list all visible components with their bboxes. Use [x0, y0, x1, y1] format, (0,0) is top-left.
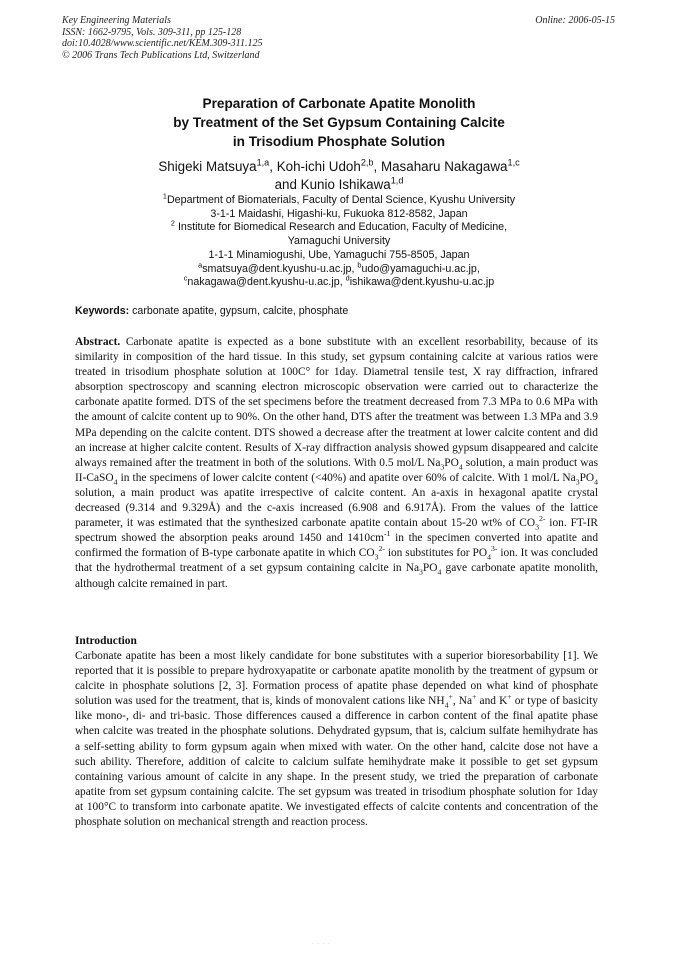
- email-a[interactable]: smatsuya@dent.kyushu-u.ac.jp: [202, 262, 352, 275]
- author-4: Kunio Ishikawa: [300, 177, 391, 192]
- doi-line: doi:10.4028/www.scientific.net/KEM.309-311.125: [62, 38, 263, 49]
- author-4-affil: 1,d: [390, 175, 404, 186]
- title-line-1: Preparation of Carbonate Apatite Monolith: [202, 96, 476, 111]
- online-date: Online: 2006-05-15: [535, 15, 615, 26]
- keywords-label: Keywords:: [75, 305, 130, 317]
- email-b[interactable]: udo@yamaguchi-u.ac.jp: [361, 262, 477, 275]
- email-b-marker: b: [357, 259, 362, 269]
- introduction-text: Carbonate apatite has been a most likely candidate for bone substitutes with a superior bioresorbability [1]. We reported that it is possible to prepare hydroxyapatite or carbonate apatite monolith by the treatment of gypsum or calcite in phosphate solutions [2, 3]. Formation process of apatite phase depended on what kind of phosphate solution was used for the treatment, that is, kinds of monovalent cations like $NH_4^+$, Na+ and K+ or type of basicity like mono-, di- and tri-basic. Those differences caused a difference in carbon content of the final apatite phase when calcite was treated in the phosphate solutions. Dehydrated gypsum, that is, calcium sulfate hemihydrate has a self-setting ability to form gypsum again when mixed with water. On the other hand, calcite dose not have a such ability. Therefore, addition of calcite to calcium sulfate hemihydrate make it possible to get set gypsum containing various amount of calcite in any shape. In the present study, we tried the preparation of carbonate apatite from set gypsum containing calcite. The set gypsum was treated in trisodium phosphate solution for 1day at 100°C to transform into carbonate apatite. We investigated effects of calcite contents and concentration of the phosphate solution on mechanical strength and reaction process.: [75, 650, 598, 829]
- page-footer-mark: . . . .: [312, 940, 331, 946]
- copyright-line: © 2006 Trans Tech Publications Ltd, Switzerland: [62, 49, 260, 61]
- affiliation-1-address: 3-1-1 Maidashi, Higashi-ku, Fukuoka 812-8582, Japan: [210, 207, 468, 220]
- journal-header: [62, 15, 262, 61]
- abstract-label: Abstract.: [75, 336, 121, 348]
- email-a-marker: a: [198, 259, 203, 269]
- affiliation-2-university: Yamaguchi University: [287, 235, 391, 248]
- author-1: Shigeki Matsuya: [158, 159, 257, 174]
- author-list: Shigeki Matsuya$^{1,a}$, Koh-ichi Udoh$^{2,b}$, Masaharu Nakagawa$^{1,c}$ and Kunio Ishikawa$^{1,d}$: [158, 157, 520, 192]
- email-d[interactable]: ishikawa@dent.kyushu-u.ac.jp: [349, 276, 495, 289]
- affiliation-1: Department of Biomaterials, Faculty of Dental Science, Kyushu University: [166, 194, 516, 206]
- affiliations: $^1$Department of Biomaterials, Faculty of Dental Science, Kyushu University 3-1-1 Maidashi, Higashi-ku, Fukuoka 812-8582, Japan $^2$ Institute for Biomedical Research and Education, Faculty of Medicine, Yamaguchi University 1-1-1 Minamiogushi, Ube, Yamaguchi 755-8505, Japan $^a$smatsuya@dent.kyushu-u.ac.jp, $^b$udo@yamaguchi-u.ac.jp, $^c$nakagawa@dent.kyushu-u.ac.jp, $^d$ishikawa@dent.kyushu-u.ac.jp: [40, 194, 638, 290]
- affiliation-2-address: 1-1-1 Minamiogushi, Ube, Yamaguchi 755-8505, Japan: [208, 248, 470, 261]
- author-3-affil: 1,c: [507, 157, 520, 168]
- paper-title: [40, 94, 638, 151]
- email-d-marker: d: [345, 273, 350, 283]
- author-1-affil: 1,a: [256, 157, 270, 168]
- keywords-text: carbonate apatite, gypsum, calcite, phosphate: [132, 305, 349, 317]
- abstract: [75, 335, 598, 592]
- issn-line: ISSN: 1662-9795, Vols. 309-311, pp 125-128: [62, 26, 242, 38]
- introduction-heading: Introduction: [75, 635, 137, 647]
- keywords: [75, 305, 348, 317]
- journal-name: Key Engineering Materials: [62, 15, 171, 26]
- title-line-3: in Trisodium Phosphate Solution: [232, 134, 446, 149]
- aff2-marker: 2: [170, 218, 175, 228]
- author-and: and: [274, 177, 297, 192]
- author-2: Koh-ichi Udoh: [276, 159, 361, 174]
- email-c[interactable]: nakagawa@dent.kyushu-u.ac.jp: [187, 276, 340, 289]
- email-c-marker: c: [183, 273, 188, 283]
- abstract-text: Carbonate apatite is expected as a bone substitute with an excellent resorbability, because of its similarity in composition of the hard tissue. In this study, set gypsum containing calcite at various ratios were treated in trisodium phosphate solution at 100C° for 1day. Diametral tensile test, X ray diffraction, infrared absorption spectroscopy and scanning electron microscopic observation were carried out to characterize the carbonate apatite formed. DTS of the set specimens before the treatment decreased from 7.3 MPa to 0.6 MPa with the amount of calcite content up to 90%. On the other hand, DTS after the treatment was between 1.3 MPa and 3.9 MPa depending on the calcite content. DTS showed a decrease after the treatment at lower calcite content and did an increase at higher calcite content. Results of X-ray diffraction analysis showed gypsum disappeared and calcite always remained after the treatment in both of the solutions. With 0.5 mol/L $Na_3PO_4$ solution, a main product was II-CaSO$_4$ in the specimens of lower calcite content (<40%) and apatite over 60% of calcite. With 1 mol/L $Na_3PO_4$ solution, a main product was apatite irrespective of calcite content. An a-axis in hexagonal apatite crystal decreased (9.314 and 9.329Å) and the c-axis increased (6.908 and 6.917Å). From the values of the lattice parameter, it was estimated that the synthesized carbonate apatite contain about 15-20 wt% of $CO_3^{2-}$ ion. FT-IR spectrum showed the absorption peaks around 1450 and $1410cm^{-1}$ in the specimen converted into apatite and confirmed the formation of B-type carbonate apatite in which $CO_3^{2-}$ ion substitutes for $PO_4^{3-}$ ion. It was concluded that the hydrothermal treatment of a set gypsum containing calcite in $Na_3PO_4$ gave carbonate apatite monolith, although calcite remained in part.: [75, 336, 599, 590]
- title-line-2: by Treatment of the Set Gypsum Containing Calcite: [173, 115, 505, 130]
- author-3: Masaharu Nakagawa: [380, 159, 508, 174]
- author-2-affil: 2,b: [360, 157, 374, 168]
- affiliation-2: Institute for Biomedical Research and Education, Faculty of Medicine,: [177, 221, 508, 234]
- aff1-marker: 1: [162, 191, 167, 201]
